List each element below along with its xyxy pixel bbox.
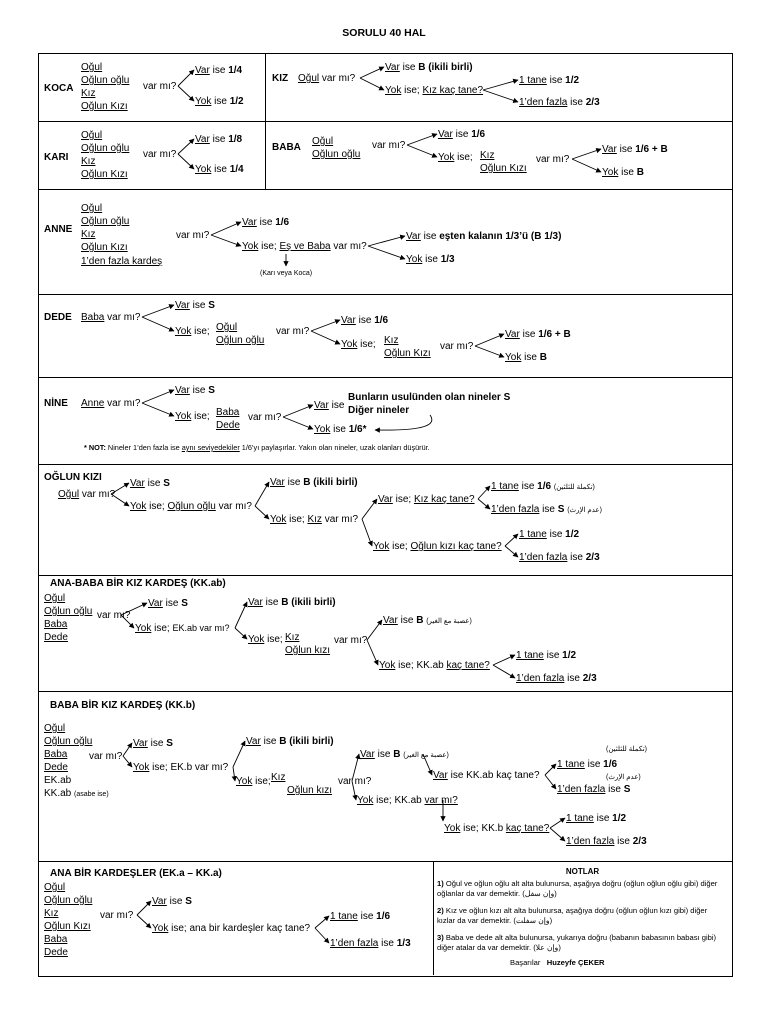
note-item: 2) Kız ve oğlun kızı alt alta bulunursa, aşağıya doğru (oğlun oğlun kızı gibi) diğer kızlar da var demektir. (وإن سفلت) — [437, 906, 708, 925]
arabic-note: (تكملة للثلثين) — [606, 746, 647, 753]
outcome-var: Var ise S — [148, 598, 188, 609]
heir-item: Kız — [384, 335, 399, 346]
divider — [38, 691, 733, 692]
question-text: var mı? — [143, 81, 177, 92]
heir-label: NİNE — [44, 398, 68, 409]
question-text: var mı? — [248, 412, 282, 423]
heir-item: Oğlun Kızı — [480, 163, 527, 174]
footnote: (Karı veya Koca) — [260, 270, 313, 277]
heir-item: Oğul — [44, 882, 66, 893]
heir-item: Baba — [44, 934, 68, 945]
note-item: 3) Baba ve dede alt alta bulunursa, yukarıya doğru (babanın babasının babası gibi) diğer atalar da var demektir. (وإن علا) — [437, 933, 717, 952]
heir-item: Oğlun oğlu — [81, 75, 130, 86]
question-text: var mı? — [143, 149, 177, 160]
outcome-yok: Yok ise B — [602, 167, 644, 178]
page-title: SORULU 40 HAL — [342, 27, 426, 39]
heir-label: KARI — [44, 152, 69, 163]
heir-label: OĞLUN KIZI — [44, 472, 102, 483]
question-text: var mı? — [100, 910, 134, 921]
outcome-var: Var ise B (ikili birli) — [270, 477, 358, 488]
heir-label: BABA BİR KIZ KARDEŞ (KK.b) — [50, 700, 196, 711]
question-text: Var ise KK.ab kaç tane? — [433, 770, 540, 781]
question-text: var mı? — [334, 635, 368, 646]
heir-item: Oğul — [312, 136, 334, 147]
question-text: var mı? — [89, 751, 123, 762]
divider — [38, 575, 733, 576]
outcome-yok: Yok ise 1/2 — [195, 96, 244, 107]
outcome-var: Var ise B (ikili birli) — [246, 736, 334, 747]
divider — [433, 861, 434, 975]
heir-item: Oğlun kızı — [287, 785, 333, 796]
heir-item: Oğlun oğlu — [81, 143, 130, 154]
outcome-yok: Yok ise; — [438, 152, 473, 163]
heir-item: Kız — [285, 632, 300, 643]
heir-item: Oğul — [81, 62, 103, 73]
question-text: var mı? — [97, 610, 131, 621]
outcome-yok: Yok ise; EK.b var mı? — [133, 762, 229, 773]
outcome-var: Var ise B (ikili birli) — [385, 62, 473, 73]
outcome-one: 1 tane ise 1/2 — [516, 650, 577, 661]
outcome-yok: Yok ise; — [236, 776, 271, 787]
heir-item: Oğlun oğlu — [44, 736, 93, 747]
outcome-var: Var ise 1/6 + B — [505, 329, 571, 340]
outcome-var: Var ise S — [152, 896, 192, 907]
outcome-var: Var ise S — [175, 300, 215, 311]
heir-item: Oğlun Kızı — [44, 921, 91, 932]
outcome-many: 1’den fazla ise 2/3 — [519, 97, 600, 108]
outcome-yok: Yok ise; ana bir kardeşler kaç tane? — [152, 923, 311, 934]
outcome-yok: Yok ise; Oğlun oğlu var mı? — [130, 501, 252, 512]
outcome-var: Var ise 1/6 — [242, 217, 290, 228]
heir-item: Oğlun oğlu — [81, 216, 130, 227]
outcome-yok: Yok ise; — [341, 339, 376, 350]
divider — [38, 464, 733, 465]
heir-item: Kız — [81, 88, 96, 99]
heir-label: ANNE — [44, 224, 73, 235]
outcome-var: Var ise 1/4 — [195, 65, 243, 76]
outcome-one: 1 tane ise 1/2 — [519, 529, 580, 540]
heir-item: Oğlun oğlu — [44, 606, 93, 617]
heir-item: Kız — [44, 908, 59, 919]
heir-item: Oğlun Kızı — [81, 242, 128, 253]
outcome-var: Var ise S — [130, 478, 170, 489]
arabic-note: (عدم الإرث) — [606, 774, 641, 781]
heir-item: Dede — [216, 420, 240, 431]
divider — [38, 189, 733, 190]
heir-item: Oğlun kızı — [285, 645, 331, 656]
divider — [38, 861, 733, 862]
outcome-one: 1 tane ise 1/2 — [519, 75, 580, 86]
heir-item: Oğlun oğlu — [216, 335, 265, 346]
heir-item: Kız — [271, 772, 286, 783]
outcome-var: Var ise eşten kalanın 1/3’ü (B 1/3) — [406, 231, 562, 242]
outcome-yok: Yok ise; KK.ab var mı? — [357, 795, 458, 806]
outcome-one: 1 tane ise 1/2 — [566, 813, 627, 824]
footnote: * NOT: Nineler 1’den fazla ise aynı seviyedekiler 1/6’yı paylaşırlar. Yakın olan nineler, uzak olanları düşürür. — [84, 443, 430, 452]
question-text: var mı? — [440, 341, 474, 352]
outcome-many: 1’den fazla ise 1/3 — [330, 938, 411, 949]
outcome-yok: Yok ise 1/3 — [406, 254, 455, 265]
heir-label: ANA-BABA BİR KIZ KARDEŞ (KK.ab) — [50, 578, 226, 589]
question-text: Baba var mı? — [81, 312, 141, 323]
heir-label: DEDE — [44, 312, 72, 323]
heir-item: Oğul — [44, 723, 66, 734]
outcome-var: Var ise 1/6 — [438, 129, 486, 140]
question-text: Oğul var mı? — [298, 73, 356, 84]
outcome-yok: Yok ise; Kız kaç tane? — [385, 85, 484, 96]
heir-item: Baba — [44, 619, 68, 630]
heir-item: Oğul — [216, 322, 238, 333]
heir-item: Baba — [216, 407, 240, 418]
outcome-var: Var ise 1/6 — [341, 315, 389, 326]
outcome-yok: Yok ise; Eş ve Baba var mı? — [242, 241, 367, 252]
outcome-yok: Yok ise; KK.ab kaç tane? — [379, 660, 490, 671]
notes-heading: NOTLAR — [565, 867, 600, 876]
outcome-yok: Yok ise 1/6* — [314, 424, 367, 435]
outcome-many: 1’den fazla ise 2/3 — [516, 673, 597, 684]
note-item: 1) Oğul ve oğlun oğlu alt alta bulunursa, aşağıya doğru (oğlun oğlun oğlu gibi) diğer oğlanlar da var demektir. (وإن سفل) — [437, 879, 718, 898]
heir-item: Oğlun oğlu — [312, 149, 361, 160]
outcome-one: 1 tane ise 1/6 — [330, 911, 391, 922]
heir-item: Kız — [81, 229, 96, 240]
divider — [265, 53, 266, 189]
question-text: Anne var mı? — [81, 398, 141, 409]
outcome-yok: Yok ise; Kız var mı? — [270, 514, 359, 525]
heir-item: Dede — [44, 762, 68, 773]
outcome-many: 1’den fazla ise S (عدم الإرث) — [491, 504, 602, 515]
heir-item: Kız — [480, 150, 495, 161]
divider — [38, 121, 733, 122]
outcome-var: Var ise — [314, 400, 345, 411]
question-text: var mı? — [338, 776, 372, 787]
outcome-var: Var ise 1/8 — [195, 134, 243, 145]
heir-item: Kız — [81, 156, 96, 167]
question-text: Oğul var mı? — [58, 489, 116, 500]
outcome-yok: Yok ise; KK.b kaç tane? — [444, 823, 550, 834]
outcome-one: 1 tane ise 1/6 — [557, 759, 618, 770]
outcome-yok: Yok ise; — [248, 634, 283, 645]
heir-item: Oğlun Kızı — [81, 101, 128, 112]
divider — [38, 377, 733, 378]
outcome-many: 1’den fazla ise S — [557, 784, 631, 795]
question-text: var mı? — [276, 326, 310, 337]
heir-label: KOCA — [44, 83, 74, 94]
heir-item: 1’den fazla kardeş — [81, 256, 163, 267]
outcome-yok: Yok ise 1/4 — [195, 164, 244, 175]
question-text: var mı? — [536, 154, 570, 165]
outcome-yok: Yok ise; Oğlun kızı kaç tane? — [373, 541, 502, 552]
outcome-many: 1’den fazla ise 2/3 — [566, 836, 647, 847]
divider — [38, 294, 733, 295]
outcome-var: Var ise 1/6 + B — [602, 144, 668, 155]
outcome-yok: Yok ise B — [505, 352, 547, 363]
heir-label: BABA — [272, 142, 301, 153]
outcome-var: Var ise B (ikili birli) — [248, 597, 336, 608]
outcome-var: Var ise B (عصبة مع الغير) — [360, 749, 449, 760]
outcome-yok: Yok ise; — [175, 326, 210, 337]
heir-item: EK.ab — [44, 775, 72, 786]
heir-item: KK.ab (asabe ise) — [44, 788, 109, 799]
outcome-yok: Yok ise; — [175, 411, 210, 422]
heir-item: Baba — [44, 749, 68, 760]
heir-item: Oğlun Kızı — [81, 169, 128, 180]
heir-label: ANA BİR KARDEŞLER (EK.a – KK.a) — [50, 868, 222, 879]
outcome-many: 1’den fazla ise 2/3 — [519, 552, 600, 563]
heir-item: Oğul — [81, 130, 103, 141]
question-text: var mı? — [176, 230, 210, 241]
credit: Başarılar Huzeyfe ÇEKER — [510, 958, 605, 967]
outcome-var: Var ise S — [133, 738, 173, 749]
heir-item: Oğul — [44, 593, 66, 604]
outcome-text: Diğer nineler — [348, 405, 410, 416]
heir-item: Oğlun Kızı — [384, 348, 431, 359]
outcome-var: Var ise S — [175, 385, 215, 396]
heir-item: Dede — [44, 947, 68, 958]
outcome-one: 1 tane ise 1/6 (تكملة للثلثين) — [491, 481, 595, 492]
question-text: var mı? — [372, 140, 406, 151]
heir-item: Oğlun oğlu — [44, 895, 93, 906]
outcome-var: Var ise; Kız kaç tane? — [378, 494, 475, 505]
heir-item: Dede — [44, 632, 68, 643]
heir-label: KIZ — [272, 73, 289, 84]
heir-item: Oğul — [81, 203, 103, 214]
outcome-text: Bunların usulünden olan nineler S — [348, 392, 511, 403]
outcome-var: Var ise B (عصبة مع الغير) — [383, 615, 472, 626]
outcome-yok: Yok ise; EK.ab var mı? — [135, 623, 230, 634]
